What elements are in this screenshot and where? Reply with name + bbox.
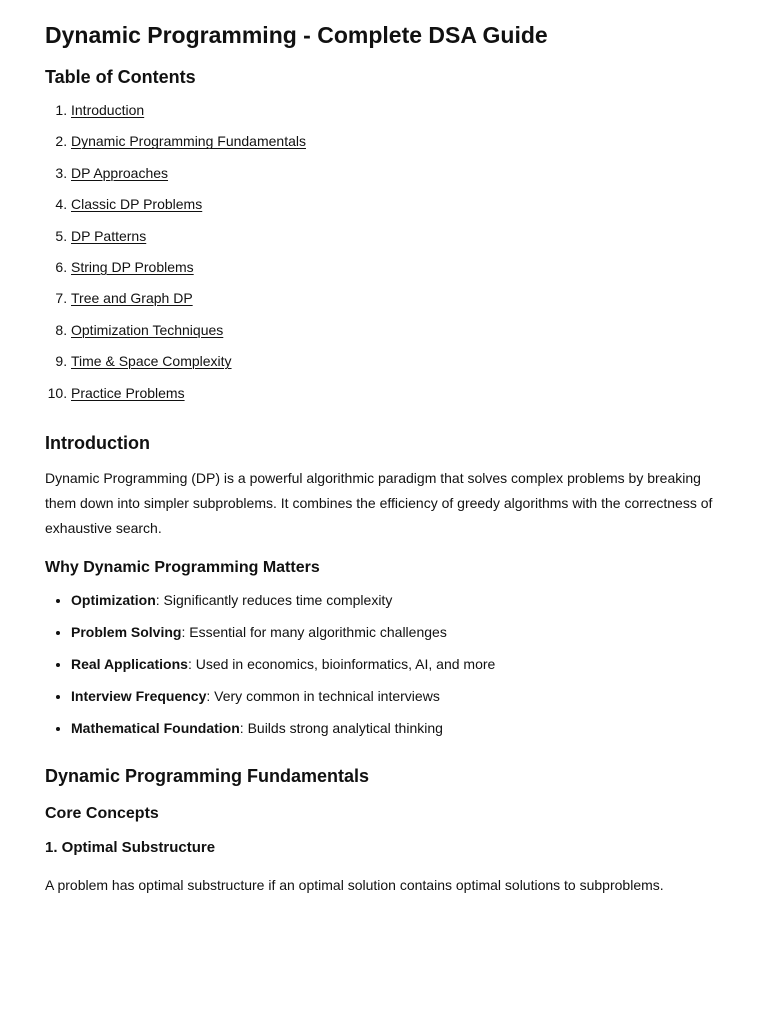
bullet-term: Problem Solving [71,623,182,640]
bullet-text: : Very common in technical interviews [206,687,440,704]
toc-item [71,226,723,257]
toc-item [71,163,723,194]
list-item [71,686,723,718]
why-dp-heading: Why Dynamic Programming Matters [45,558,320,576]
toc-link-optimization[interactable]: Optimization Techniques [71,321,224,338]
why-dp-list [45,590,723,750]
toc-item [71,194,723,225]
list-item [71,622,723,654]
bullet-term: Mathematical Foundation [71,719,240,736]
toc-link-introduction[interactable]: Introduction [71,102,145,118]
bullet-text: : Significantly reduces time complexity [155,591,393,608]
toc-item [71,131,723,162]
toc-link-practice[interactable]: Practice Problems [71,384,185,401]
toc-item [71,351,723,382]
bullet-term: Optimization [71,591,156,608]
toc-item [71,383,723,414]
toc-link-fundamentals[interactable]: Dynamic Programming Fundamentals [71,133,306,150]
optimal-substructure-paragraph: A problem has optimal substructure if an optimal solution contains optimal solutions to subproblems. [45,876,664,893]
toc-link-dp-patterns[interactable]: DP Patterns [71,227,147,244]
table-of-contents [45,100,723,414]
bullet-text: : Used in economics, bioinformatics, AI, and more [187,655,496,672]
bullet-term: Real Applications [71,655,188,672]
list-item [71,718,723,750]
toc-link-dp-approaches[interactable]: DP Approaches [71,164,169,181]
bullet-text: : Builds strong analytical thinking [239,719,443,736]
optimal-substructure-heading: 1. Optimal Substructure [45,838,216,856]
toc-item [71,288,723,319]
introduction-paragraph: Dynamic Programming (DP) is a powerful algorithmic paradigm that solves complex problems by breaking them down into simpler subproblems. It combines the efficiency of greedy algorithms with the correctness of exhaustive search. [45,469,713,536]
bullet-term: Interview Frequency [71,687,207,704]
core-concepts-heading: Core Concepts [45,804,159,822]
toc-link-tree-graph-dp[interactable]: Tree and Graph DP [71,290,193,307]
toc-link-complexity[interactable]: Time & Space Complexity [71,353,232,370]
fundamentals-heading: Dynamic Programming Fundamentals [45,765,370,786]
toc-heading: Table of Contents [45,67,196,87]
toc-link-string-dp[interactable]: String DP Problems [71,258,194,275]
toc-item [71,257,723,288]
list-item [71,590,723,622]
introduction-heading: Introduction [45,432,150,453]
toc-link-classic-problems[interactable]: Classic DP Problems [71,196,203,213]
page-title: Dynamic Programming - Complete DSA Guide [45,22,548,48]
bullet-text: : Essential for many algorithmic challenges [181,623,447,640]
toc-item [71,100,723,131]
list-item [71,654,723,686]
toc-item [71,320,723,351]
